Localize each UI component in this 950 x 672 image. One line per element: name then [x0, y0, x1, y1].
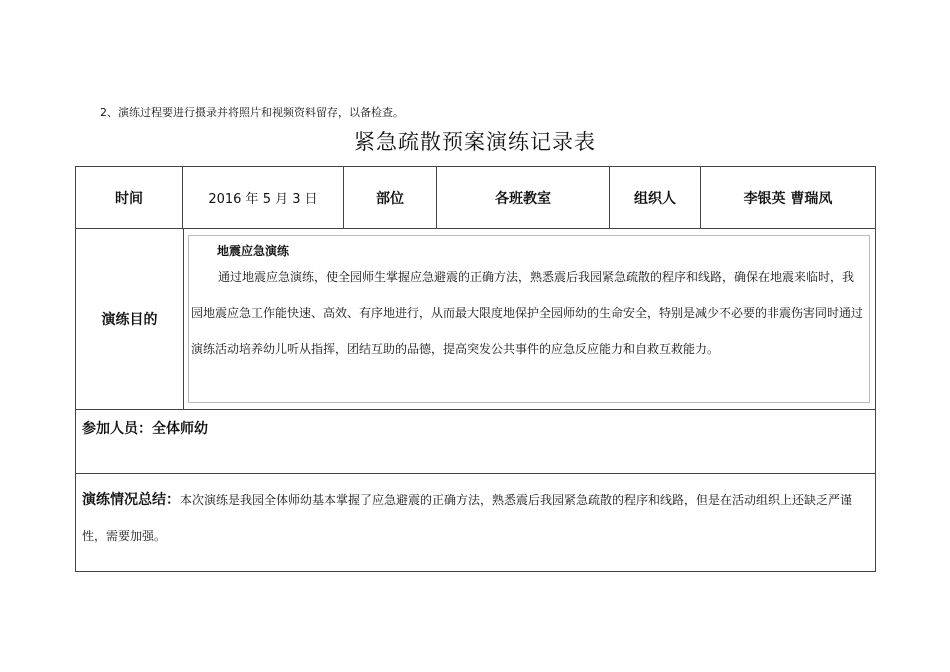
time-value: 2016 年 5 月 3 日	[183, 167, 344, 228]
instruction-note: 2、演练过程要进行摄录并将照片和视频资料留存，以备检查。	[100, 106, 404, 119]
dept-label: 部位	[344, 167, 437, 228]
organizer-label: 组织人	[610, 167, 701, 228]
purpose-content	[188, 235, 870, 403]
form-title: 紧急疏散预案演练记录表	[354, 130, 596, 154]
summary-content	[82, 482, 872, 554]
summary-row	[76, 474, 875, 571]
purpose-row	[76, 229, 875, 410]
organizer-value: 李银英 曹瑞凤	[743, 190, 833, 207]
time-label: 时间	[76, 167, 183, 228]
purpose-heading: 地震应急演练	[217, 244, 290, 258]
dept-value: 各班教室	[437, 167, 610, 228]
purpose-label: 演练目的	[76, 229, 184, 409]
participants-label: 参加人员：全体师幼	[82, 421, 208, 437]
drill-record-table	[75, 166, 876, 572]
header-row	[76, 167, 875, 229]
purpose-text: 通过地震应急演练，使全园师生掌握应急避震的正确方法，熟悉震后我园紧急疏散的程序和线路，确保在地震来临时，我园地震应急工作能快速、高效、有序地进行，从而最大限度地保护全园师幼的生命安全，特别是减少不必要的非震伤害同时通过演练活动培养幼儿听从指挥，团结互助的品德，提高突发公共事件的应急反应能力和自救互救能力。	[191, 270, 864, 356]
summary-label: 演练情况总结：	[82, 492, 180, 508]
participants-row	[76, 410, 875, 474]
summary-text: 本次演练是我园全体师幼基本掌握了应急避震的正确方法，熟悉震后我园紧急疏散的程序和线路，但是在活动组织上还缺乏严谨性，需要加强。	[82, 493, 853, 543]
